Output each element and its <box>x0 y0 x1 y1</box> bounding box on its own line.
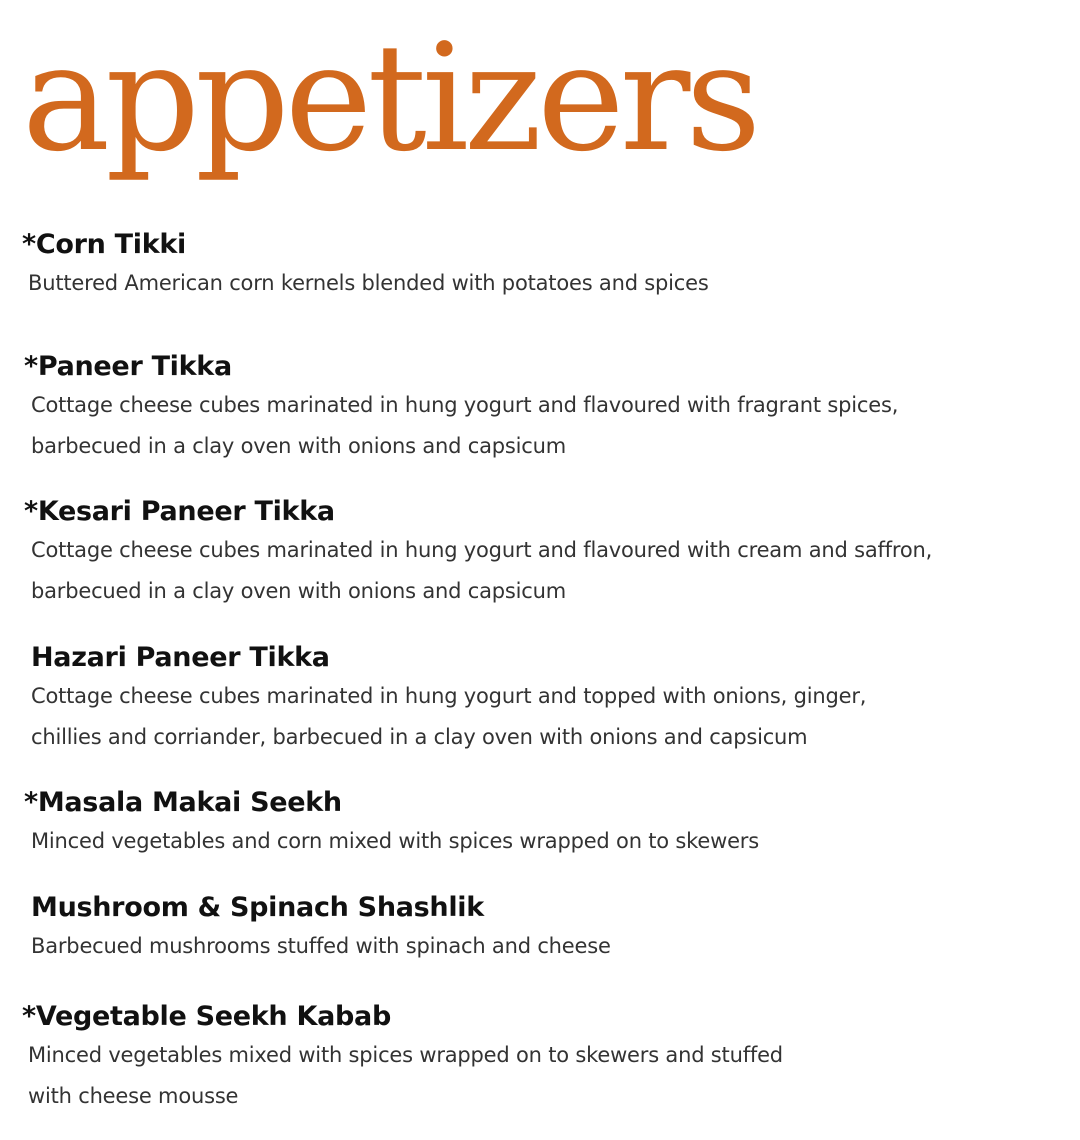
menu-item <box>0 785 1080 862</box>
menu-item-name: *Kesari Paneer Tikka <box>24 496 335 527</box>
menu-section-title: appetizers <box>22 12 757 184</box>
menu-item-name: *Corn Tikki <box>22 229 186 260</box>
menu-item-name: Mushroom & Spinach Shashlik <box>31 892 484 923</box>
menu-item-name: *Vegetable Seekh Kabab <box>22 1001 391 1032</box>
menu-item-description: Buttered American corn kernels blended with potatoes and spices <box>28 271 709 295</box>
menu-item <box>0 349 1080 467</box>
menu-item-description: Cottage cheese cubes marinated in hung yogurt and flavoured with fragrant spices, barbecued in a clay oven with onions and capsicum <box>31 393 899 458</box>
menu-item <box>0 640 1080 758</box>
menu-item <box>0 890 1080 967</box>
menu-item <box>0 227 1080 304</box>
menu-item-name: Hazari Paneer Tikka <box>31 642 330 673</box>
menu-item-name: *Masala Makai Seekh <box>24 787 342 818</box>
menu-item-name: *Paneer Tikka <box>24 351 232 382</box>
menu-item-description: Minced vegetables mixed with spices wrapped on to skewers and stuffed with cheese mousse <box>28 1043 783 1108</box>
menu-item-description: Barbecued mushrooms stuffed with spinach and cheese <box>31 934 611 958</box>
menu-item-description: Minced vegetables and corn mixed with spices wrapped on to skewers <box>31 829 759 853</box>
menu-item <box>0 999 1080 1117</box>
menu-item-description: Cottage cheese cubes marinated in hung yogurt and topped with onions, ginger, chillies and corriander, barbecued in a clay oven with onions and capsicum <box>31 684 867 749</box>
menu-item-description: Cottage cheese cubes marinated in hung yogurt and flavoured with cream and saffron, barbecued in a clay oven with onions and capsicum <box>31 538 933 603</box>
menu-item <box>0 494 1080 612</box>
